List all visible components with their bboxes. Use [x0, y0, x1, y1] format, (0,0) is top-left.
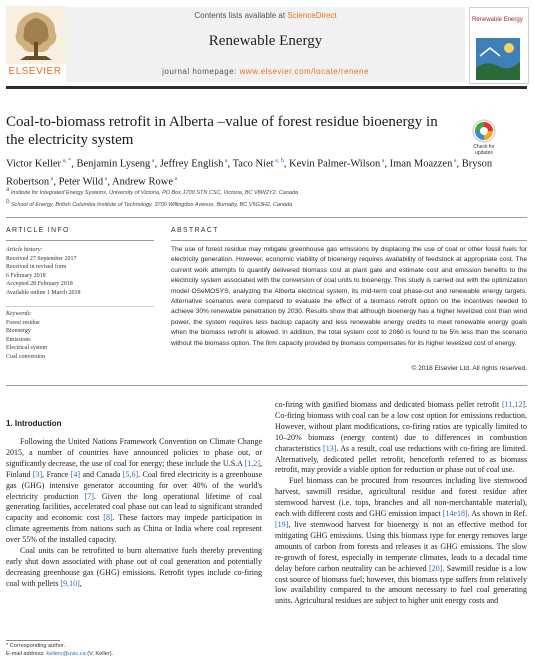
footnote-mark: *	[6, 643, 9, 649]
sciencedirect-link[interactable]: ScienceDirect	[287, 11, 337, 20]
author-affiliation-mark: a	[150, 158, 155, 164]
check-for-updates-line2: updates	[475, 150, 493, 156]
author-email-link[interactable]: kellerv@uvic.ca	[46, 651, 86, 657]
author-name[interactable]: Jeffrey English	[159, 158, 224, 170]
history-item: Received in revised form	[6, 264, 67, 271]
author-name[interactable]: Andrew Rowe	[112, 176, 173, 187]
cover-image-icon	[476, 38, 520, 80]
body-text: . As a result, coal use reductions with co-firing are limited. Alternatively, dedicated pellet retrofit, henceforth referred to as biomass retrofit, may provide a viable option for reduction or phase out of coal use.	[275, 443, 527, 475]
keyword-item[interactable]: Bioenergy	[6, 328, 31, 335]
body-text: . Coal fired electricity is a greenhouse gas (GHG) intensive generator accounting for over 40% of the world's electricity production	[6, 469, 262, 501]
introduction-heading: 1. Introduction	[6, 419, 62, 428]
article-history-list	[6, 255, 156, 297]
author-name[interactable]: Bryson Robertson	[6, 158, 493, 187]
citation-link[interactable]: [7]	[84, 491, 94, 501]
keywords-list	[6, 319, 156, 361]
footnote-label: Corresponding author.	[9, 643, 66, 649]
journal-title[interactable]: Renewable Energy	[208, 33, 323, 49]
corresponding-author-footnote	[6, 642, 262, 658]
body-text: and Canada	[80, 469, 123, 479]
homepage-link[interactable]: www.elsevier.com/locate/renene	[239, 67, 369, 76]
affiliation-line	[6, 186, 516, 198]
homepage-prefix: journal homepage:	[162, 67, 240, 76]
body-paragraph	[6, 437, 262, 546]
body-text: Fuel biomass can be procured from resources including live stemwood harvest, sawmill residue, agricultural residue and forest residue after stemwood harvest (i.e. tops, branches and all non-merchantable material), each with different costs and GHG emission impact	[275, 476, 527, 519]
abstract-heading: ABSTRACT	[171, 227, 219, 234]
abstract-rule	[171, 240, 527, 241]
article-history-label: Article history:	[6, 247, 43, 253]
history-item: Accepted 28 February 2018	[6, 281, 73, 288]
paper-title: Coal-to-biomass retrofit in Alberta –value of forest residue bioenergy in the electricity system	[6, 114, 438, 148]
author-name[interactable]: Taco Niet	[232, 158, 274, 170]
citation-link[interactable]: [5,6]	[122, 469, 139, 479]
author-name[interactable]: Benjamin Lyseng	[76, 158, 151, 170]
keyword-item[interactable]: Coal conversion	[6, 353, 46, 360]
footnote-email-label: E-mail address:	[6, 651, 47, 657]
affiliation-mark: b	[6, 198, 10, 205]
body-column-right	[275, 400, 527, 607]
keyword-item[interactable]: Electrical system	[6, 345, 48, 352]
body-text: . Given the long operational lifetime of coal generating facilities, accelerated coal phase out can lead to significant stranded capacity and economic cost	[6, 491, 262, 523]
citation-link[interactable]: [14e18]	[442, 509, 468, 519]
section-rule-bottom	[6, 385, 527, 386]
author-affiliation-mark: a, *	[61, 158, 72, 164]
keyword-item[interactable]: Emissions	[6, 336, 31, 343]
footnote-rule	[6, 640, 60, 641]
body-text: . Sawmill residue is a low cost source of biomass fuel; however, this biomass type suffers from relatively low availability compared to the amount necessary to fuel coal generating units. Agricultural residues are subject to higher unit energy costs and	[275, 563, 527, 606]
body-text: . Co-firing biomass with coal can be a low cost option for emissions reduction. However, without plant modifications, co-firing ratios are typically limited to 10–20% biomass (energy content) due to differences in combustion characteristics	[275, 400, 527, 453]
author-affiliation-mark: a	[103, 175, 108, 182]
author-affiliation-mark: a	[380, 158, 385, 164]
article-info-divider	[6, 306, 154, 307]
body-text: . As shown in Ref.	[467, 509, 527, 519]
abstract-text: The use of forest residue may mitigate greenhouse gas emissions by displacing the use of coal or other fossil fuels for electricity generation. However, economic viability of bioenergy requires availability of feedstock at appropriate cost. The current work attempts to quantify delivered biomass cost at plant gate and estimate cost and emission benefits to the electricity system associated with the conversion of coal units to bioenergy. This study is carried out with the optimization model OSeMOSYS, analyzing the Alberta electrical system, its mid-term coal phase-out and renewable energy targets. Alternative scenarios were compared to evaluate the effect of a biomass retrofit option on the incentives needed to achieve 30% renewable penetration by 2030. Results show that although bioenergy has a higher levelized cost than wind power, the system requires less backup capacity and less renewable energy credits to meet renewable energy goals when the biomass retrofit is allowed. In addition, the total system cost to 2060 is found to be 5% less than the scenario without the biomass option. The firm capacity provided by biomass compensates for its higher levelized cost of energy.	[171, 246, 527, 347]
body-paragraph	[6, 546, 262, 590]
header-rule	[6, 86, 527, 89]
keywords-label: Keywords:	[6, 311, 32, 317]
author-affiliation-mark: a	[49, 175, 54, 182]
check-for-updates-line1: Check for	[473, 144, 495, 150]
citation-link[interactable]: [19]	[275, 519, 289, 529]
body-paragraph	[275, 476, 527, 607]
author-affiliation-mark: a	[452, 158, 457, 164]
citation-link[interactable]: [4]	[70, 469, 81, 479]
elsevier-wordmark: ELSEVIER	[8, 66, 62, 77]
history-item: Available online 1 March 2018	[6, 289, 81, 296]
citation-link[interactable]: [3]	[32, 469, 43, 479]
section-rule	[6, 217, 527, 218]
author-name[interactable]: Peter Wild	[58, 176, 104, 187]
check-for-updates-badge-icon[interactable]	[469, 118, 499, 158]
body-text: , live stemwood harvest for bioenergy is not an effective method for mitigating GHG emissions. Using this biomass type for energy removes large amounts of carbon from forests and releases it as GHG emissions. The slow re-growth of forest, especially in temperate climates, leads to a decadal time delay before carbon neutrality can be achieved	[275, 519, 527, 573]
keyword-item[interactable]: Forest residue	[6, 320, 40, 326]
footnote-email-suffix: (V. Keller).	[85, 651, 114, 657]
article-info-heading: ARTICLE INFO	[6, 227, 70, 234]
homepage-line	[66, 67, 465, 76]
body-text: , Finland	[6, 458, 262, 479]
contents-line	[66, 11, 465, 20]
history-item: 6 February 2018	[6, 272, 46, 279]
author-list: Victor Keller $^{a, *}$, Benjamin Lyseng $^a$, Jeffrey English $^a$, Taco Niet $^{a, b}$, Kevin Palmer-Wilson $^a$, Iman Moazzen $^a$, Bryson Robertson $^a$, Peter Wild $^a$, Andrew Rowe $^a$	[6, 158, 493, 187]
author-name[interactable]: Kevin Palmer-Wilson	[289, 158, 381, 170]
body-text: , France	[42, 469, 71, 479]
article-info-rule	[6, 240, 154, 241]
body-text: Coal units can be retrofitted to burn alternative fuels thereby preventing early shut down associated with phase out of coal generation and potentially decreasing greenhouse gas (GHG) emissions. Retrofit types include co-firing coal with pellets	[6, 546, 262, 588]
body-text: . These factors may impede participation in climate agreements from nations such as China or India where coal represent over 55% of the installed capacity.	[6, 513, 262, 545]
affiliation-text: Institute for Integrated Energy Systems, University of Victoria, PO Box 1700 STN CSC, Victoria, BC V8W2Y2, Canada	[9, 189, 299, 196]
author-affiliation-mark: a	[223, 158, 228, 164]
author-name[interactable]: Victor Keller	[6, 158, 62, 170]
history-item: Received 27 September 2017	[6, 256, 77, 262]
affiliation-line	[6, 198, 516, 210]
affiliation-mark: a	[6, 187, 10, 193]
citation-link[interactable]: [8]	[103, 513, 113, 523]
body-column-left	[6, 437, 262, 590]
citation-link[interactable]: [1,2]	[244, 458, 260, 468]
cover-journal-title: Renewable Energy	[472, 17, 523, 23]
affiliations	[6, 186, 516, 210]
contents-prefix: Contents lists available at	[194, 11, 288, 20]
body-text: co-firing with gasified biomass and dedicated biomass pellet retrofit	[275, 400, 502, 409]
body-text: ,	[79, 578, 82, 588]
affiliation-text: School of Energy, British Columbia Institute of Technology, 3700 Willingdon Avenue, Burnaby, BC V5G3H2, Canada	[9, 201, 293, 208]
citation-link[interactable]: [9,10]	[60, 578, 80, 588]
citation-link[interactable]: [11,12]	[501, 400, 525, 409]
body-paragraph	[275, 400, 527, 476]
citation-link[interactable]: [20]	[429, 563, 443, 573]
author-name[interactable]: Iman Moazzen	[389, 158, 453, 170]
body-text: Following the United Nations Framework Convention on Climate Change 2015, a number of countries have announced policies to phase out, or significantly decrease, the use of coal for energy; these include the U.S.A	[6, 437, 262, 468]
author-affiliation-mark: a	[172, 175, 178, 182]
copyright-notice: © 2018 Elsevier Ltd. All rights reserved.	[411, 365, 527, 372]
author-affiliation-mark: a, b	[273, 158, 284, 164]
citation-link[interactable]: [13]	[323, 443, 337, 453]
